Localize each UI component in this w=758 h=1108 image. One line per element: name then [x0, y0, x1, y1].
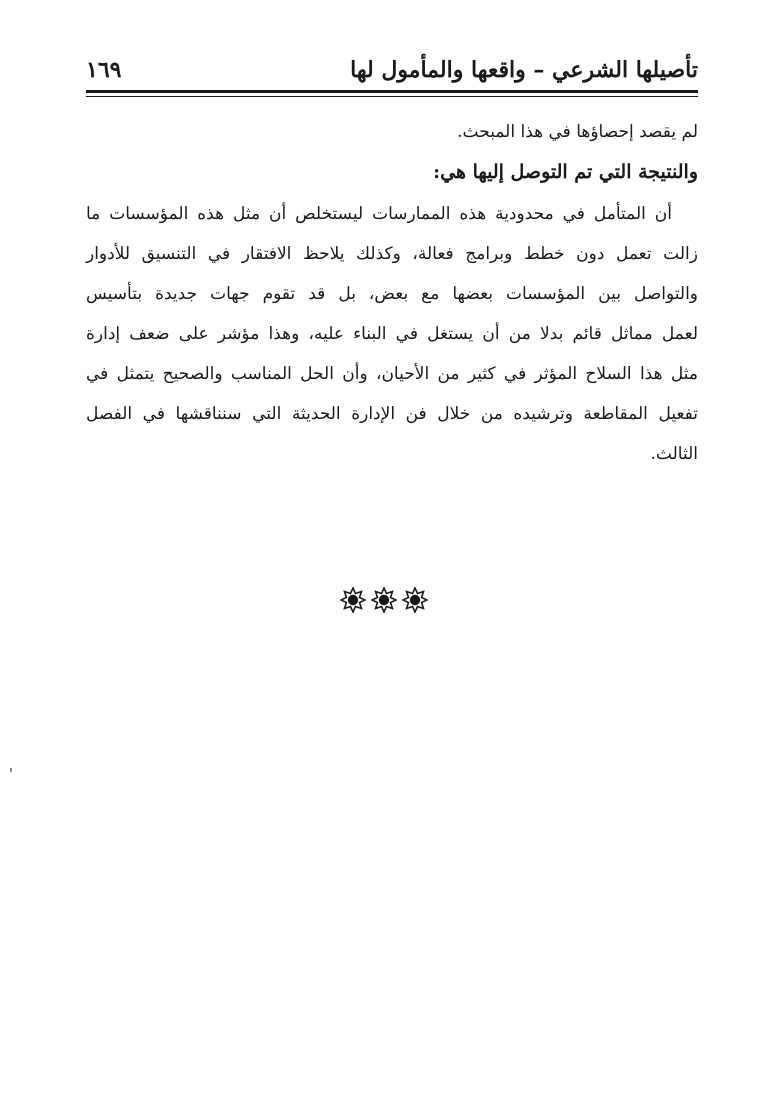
page-number: ١٦٩: [86, 57, 122, 83]
paragraph-line: تفعيل المقاطعة وترشيده من خلال فن الإدارة الحديثة التي سنناقشها في الفصل: [86, 404, 698, 424]
header-rule-thick: [86, 90, 698, 93]
section-end-ornament: [340, 588, 428, 616]
paragraph-line: الثالث.: [650, 444, 698, 464]
header-rule-thin: [86, 96, 698, 97]
scan-speck: [10, 768, 12, 772]
body-text: [86, 112, 698, 474]
star-flower-ornament-icon: [402, 587, 428, 617]
section-heading: والنتيجة التي تم التوصل إليها هي:: [433, 161, 698, 183]
paragraph-line: لعمل مماثل قائم بدلا من أن يستغل في البناء عليه، وهذا مؤشر على ضعف إدارة: [86, 324, 698, 344]
paragraph-line: زالت تعمل دون خطط وبرامج فعالة، وكذلك يلاحظ الافتقار في التنسيق للأدوار: [86, 244, 698, 264]
paragraph-line: والتواصل بين المؤسسات بعضها مع بعض، بل قد تقوم جهات جديدة بتأسيس: [86, 284, 698, 304]
star-flower-ornament-icon: [371, 587, 397, 617]
star-flower-ornament-icon: [340, 587, 366, 617]
running-title: تأصيلها الشرعي – واقعها والمأمول لها: [350, 57, 698, 83]
paragraph-line: أن المتأمل في محدودية هذه الممارسات ليستخلص أن مثل هذه المؤسسات ما: [86, 204, 672, 224]
paragraph-line: مثل هذا السلاح المؤثر في كثير من الأحيان، وأن الحل المناسب والصحيح يتمثل في: [86, 364, 698, 384]
intro-line: لم يقصد إحصاؤها في هذا المبحث.: [457, 122, 698, 142]
page-header: [86, 52, 698, 90]
